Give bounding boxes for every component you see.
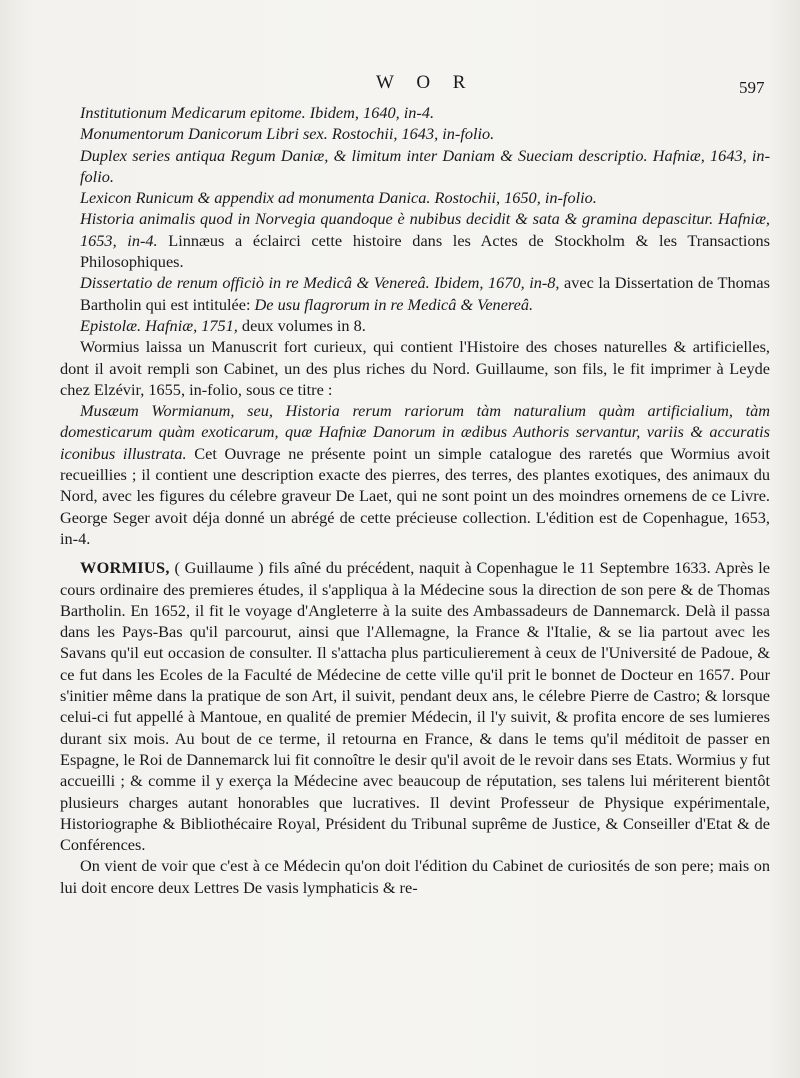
museum-paragraph [60,400,770,549]
entry-title: Dissertatio de renum officiò in re Medicâ & Venereâ. Ibidem, 1670, in-8, [80,273,560,293]
running-title: W O R [376,72,475,93]
entry-note: avec la Dissertation de Thomas Bartholin qui est intitulée: [80,273,770,314]
bibliography-entry [60,187,770,208]
entry-title: Duplex series antiqua Regum Daniæ, & limitum inter Daniam & Sueciam descriptio. Hafniæ, 1643, in-folio. [80,145,770,186]
guillaume-entry [60,557,770,855]
manuscript-paragraph: Wormius laissa un Manuscrit fort curieux, qui contient l'Histoire des choses naturelles & artificielles, dont il avoit rempli son Cabinet, un des plus riches du Nord. Guillaume, son fils, le fit imprimer à Leyde chez Elzévir, 1655, in-folio, sous ce titre : [60,337,770,399]
guillaume-biography: ( Guillaume ) fils aîné du précédent, naquit à Copenhague le 11 Septembre 1633. Après le cours ordinaire des premieres études, il s'appliqua à la Médecine sous la direction de son pere & de Thomas Bartholin. En 1652, il fit le voyage d'Angleterre à la suite des Ambassadeurs de Dannemarck. Delà il passa dans les Pays-Bas qu'il parcourut, ainsi que l'Allemagne, la France & l'Italie, & se lia partout avec les Savans qu'il eut occasion de consulter. Il s'attacha plus particulierement à ceux de l'Université de Padoue, & ce fut dans les Ecoles de la Faculté de Médecine de cette ville qu'il prit le bonnet de Docteur en 1657. Pour s'initier même dans la pratique de son Art, il suivit, pendant deux ans, le célebre Pierre de Castro; & lorsque celui-ci fut appellé à Mantoue, en qualité de premier Médecin, il l'y suivit, & profita encore de ses lumieres durant six mois. Au bout de ce terme, il retourna en France, & dans le tems qu'il méditoit de passer en Espagne, le Roi de Dannemarck lui fit connoître le desir qu'il avoit de le revoir dans ses Etats. Wormius y fut accueilli ; & comme il y exerça la Médecine avec beaucoup de réputation, ses talens lui mériterent bientôt plusieurs charges autant honorables que lucratives. Il devint Professeur de Physique expérimentale, Historiographe & Bibliothécaire Royal, Président du Tribunal suprême de Justice, & Conseiller d'Etat & de Conférences. [60,558,770,855]
closing-paragraph: On vient de voir que c'est à ce Médecin qu'on doit l'édition du Cabinet de curiosités de son pere; mais on lui doit encore deux Lettres De vasis lymphaticis & re- [60,856,770,897]
bibliography-entry [60,208,770,272]
entry-note: Linnæus a éclairci cette histoire dans les Actes de Stockholm & les Transactions Philosophiques. [80,230,771,272]
entry-title: Historia animalis quod in Norvegia quandoque è nubibus decidit & sata & gramina depascitur. Hafniæ, 1653, in-4. [80,209,770,250]
bibliography-entry [60,123,770,144]
museum-description: Cet Ouvrage ne présente point un simple catalogue des raretés que Wormius avoit recueillies ; il contient une description exacte des pierres, des terres, des plantes exotiques, des animaux du Nord, avec les figures du célebre graveur De Laet, qui ne sont point un des moindres ornemens de ce Livre. George Seger avoit déja donné un abrégé de cette précieuse collection. L'édition est de Copenhague, 1653, in-4. [60,443,770,548]
entry-title: Epistolæ. Hafniæ, 1751, [80,315,238,335]
page-body [60,102,770,898]
running-head [0,72,800,98]
page-number: 597 [739,78,765,97]
entry-headword: WORMIUS, [80,558,170,578]
entry-title: Lexicon Runicum & appendix ad monumenta Danica. Rostochii, 1650, in-folio. [80,188,597,208]
section-gap [60,549,770,557]
bibliography-entry [60,145,770,188]
bibliography-entry [60,102,770,123]
entry-title-secondary: De usu flagrorum in re Medicâ & Venereâ. [254,294,534,314]
entry-title: Monumentorum Danicorum Libri sex. Rostochii, 1643, in-folio. [80,124,495,144]
entry-note: deux volumes in 8. [237,315,366,335]
bibliography-entry [60,272,770,315]
entry-title: Institutionum Medicarum epitome. Ibidem, 1640, in-4. [80,103,435,122]
museum-title: Musæum Wormianum, seu, Historia rerum rariorum tàm naturalium quàm artificialium, tàm domesticarum quàm exoticarum, quæ Hafniæ Danorum in ædibus Authoris servantur, variis & accuratis iconibus illustrata. [60,401,770,463]
bibliography-entry [60,315,770,336]
